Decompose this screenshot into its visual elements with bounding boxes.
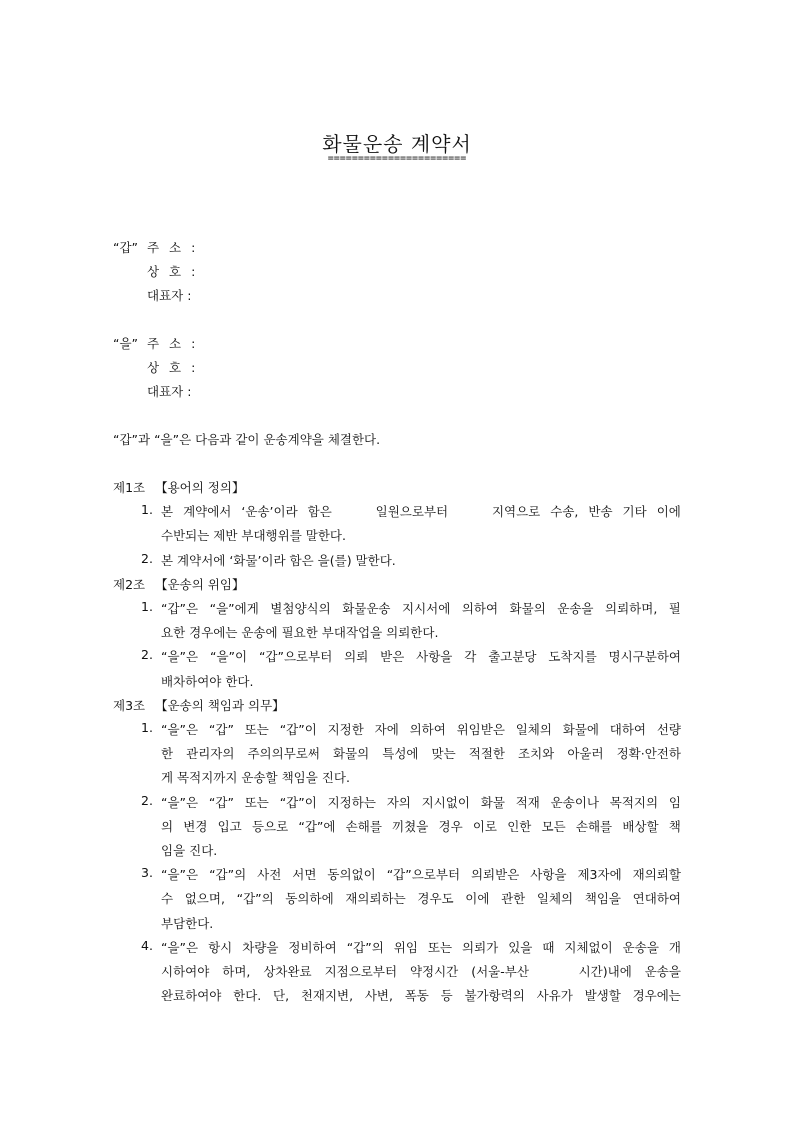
clause-word: 한 [161,746,174,762]
clause-number: 2. [141,647,153,663]
clause-word: 적절한 [468,746,505,762]
clause-word: 지정한 [327,722,364,737]
clause-word: 본 [161,504,174,520]
article-heading [113,575,244,593]
clause-word: 없으며, [184,891,225,907]
clause-word: 폭동 [404,988,429,1004]
clause-word: 동의없이 [327,867,376,883]
clause-word: “을”이 [209,649,248,665]
clause-word: “을”에게 [209,601,259,616]
clause-word: 도착지를 [548,649,597,665]
clause-line [161,793,681,811]
clause-word: 천재지변, [300,988,354,1004]
clause-word: 아울러 [567,746,604,762]
clause-word: 정비하여 [288,939,337,955]
clause-word: 손해를 [345,818,382,834]
party-eul-name: “을” [113,336,139,351]
clause-word: 대하여 [609,722,647,737]
clause-word: 항시 [208,939,233,955]
clause-word: “갑”의 [236,891,274,907]
clause-line [161,502,681,520]
clause-word: 명시구분하여 [608,649,681,665]
clause-word: (서울-부산 [471,964,529,979]
clause-word: 연대하여 [632,891,681,907]
clause-word: 서면 [292,867,317,883]
clause-line [161,986,681,1004]
clause-word: “갑”의 [209,867,247,883]
clause-line: 배차하여야 한다. [161,673,254,689]
clause-word: 일체의 [536,891,574,907]
clause-word: 기타 [622,504,647,520]
clause-line: 수반되는 제반 부대행위를 말한다. [161,528,346,544]
clause-word: 입고 [217,818,242,834]
clause-word: 등 [440,988,453,1004]
clause-word: “을”은 [161,722,199,737]
clause-word: 수송, [550,504,579,520]
clause-word: 자의 [386,794,411,810]
clause-word: 재의뢰하는 [345,891,406,907]
clause-line [161,962,681,980]
clause-word: 차량을 [242,939,279,955]
clause-line [161,744,681,762]
clause-word: 수 [161,891,174,907]
clause-word: 위임받은 [456,722,505,737]
clause-word: 재의뢰할 [632,867,681,883]
clause-word: 지점으로부터 [324,964,398,979]
article-title: 【용어의 정의】 [155,480,245,495]
clause-word: 책임을 [584,891,622,907]
clause-number: 4. [141,937,153,953]
clause-word: 목적지의 [609,794,659,810]
clause-line [161,889,681,907]
clause-word: 상차완료 [263,964,312,979]
clause-number: 1. [141,720,153,735]
clause-word: “을”은 [161,939,199,955]
clause-word: 있을 [508,939,533,955]
clause-word: 완료하여야 [161,988,222,1004]
clause-word: 선량 [656,722,681,737]
clause-word: 불가항력의 [464,988,525,1004]
clause-line [161,599,681,617]
clause-word: 발생할 [584,988,621,1004]
clause-line [161,817,681,835]
clause-word: 지체없이 [564,939,613,955]
clause-word: 관리자의 [186,746,235,762]
clause-word: 등으로 [251,818,289,834]
clause-word: 적재 [515,794,540,810]
clause-word: 출고분당 [488,649,537,665]
clause-word: 지정하는 [327,794,376,810]
clause-word: 의 [161,818,174,834]
clause-word: 일원으로부터 [375,504,449,520]
clause-word: 조치와 [518,746,555,762]
clause-word: 지시서에 [402,601,451,616]
article-number: 제3조 [113,697,146,713]
clause-word: 경우에는 [632,988,681,1004]
clause-word: ‘운송’이라 [241,504,298,520]
clause-word: 사전 [257,867,282,883]
document-title: 화물운송 계약서 [322,132,472,156]
clause-word: “갑”은 [161,601,199,616]
clause-word: 운송이나 [550,794,599,810]
clause-word: 각 [464,649,477,665]
clause-line [161,720,681,738]
clause-word: 반송 [588,504,613,520]
clause-word: 변경 [183,818,208,834]
article-number: 제2조 [113,576,146,592]
clause-word [342,502,366,520]
clause-word: 단, [273,988,290,1004]
clause-word: 개 [668,939,681,955]
clause-word: 모든 [541,818,566,834]
clause-word: 제3자에 [577,867,622,883]
clause-word: 함은 [307,504,332,520]
clause-number: 1. [141,599,153,614]
clause-word: 경우도 [417,891,454,907]
clause-word: 사유가 [536,988,573,1004]
article-title: 【운송의 책임과 의무】 [155,697,285,713]
clause-word: 시하여야 [161,964,210,979]
clause-word: 사항을 [416,649,453,665]
clause-word: “갑”으로부터 [258,649,333,665]
clause-word: 사변, [364,988,393,1004]
contract-intro: “갑”과 “을”은 다음과 같이 운송계약을 체결한다. [113,432,381,447]
party-eul-address-label: 주 소 : [147,336,196,351]
clause-word: “을”은 [161,649,199,665]
party-gap-company-label: 상 호 : [147,264,196,279]
clause-word: 또는 [427,939,453,955]
clause-word: 운송을 [644,964,681,979]
clause-word: 사항을 [530,867,567,883]
clause-line: 요한 경우에는 운송에 필요한 부대작업을 의뢰한다. [161,625,439,641]
clause-word: “갑”의 [346,939,384,955]
title-underline: ======================= [327,153,467,164]
clause-word: 의하여 [409,722,446,737]
clause-word: 또는 [244,722,269,737]
article-heading [113,478,244,496]
clause-word: 이로 [472,818,498,834]
clause-word: 맞는 [431,746,456,762]
clause-word: 특성에 [382,746,419,762]
clause-word: 배상할 [622,818,659,834]
clause-word: 받은 [380,649,405,665]
clause-line: 게 목적지까지 운송할 책임을 진다. [161,770,350,786]
clause-line [161,938,681,956]
clause-word: 끼쳤을 [392,818,429,834]
clause-word: 의뢰가 [462,939,499,955]
clause-word: 또는 [244,794,269,810]
clause-word: 관한 [501,891,526,907]
clause-number: 1. [141,502,153,518]
clause-word: 이에 [465,891,490,907]
party-gap-representative-label: 대표자 : [147,288,192,303]
clause-word: 의뢰하며, [605,601,658,616]
clause-word: 운송을 [622,939,659,955]
party-eul-company-label: 상 호 : [147,360,196,375]
clause-word: 하며, [222,964,251,979]
clause-word: 책 [668,818,681,834]
clause-word: 손해를 [575,818,613,834]
clause-word: “을”은 [161,794,199,810]
clause-word: 인한 [507,818,532,834]
clause-number: 2. [141,550,153,566]
clause-line [161,647,681,665]
party-gap-address-label: 주 소 : [147,240,196,255]
clause-word: 지역으로 [491,504,541,520]
clause-word [458,502,482,520]
clause-word: “갑” [208,794,234,810]
clause-word: 정확·안전하 [616,746,681,762]
clause-word: 위임 [393,939,418,955]
clause-word: 화물운송 [342,601,391,616]
clause-word: 자에 [374,722,399,737]
clause-word: “을”은 [161,867,199,883]
clause-word: 화물의 [509,601,546,616]
clause-word: 경우 [438,818,463,834]
clause-word: 지시없이 [421,794,470,810]
clause-word: 계약에서 [183,504,232,520]
clause-word: 일체의 [515,722,552,737]
clause-word: 별첨양식의 [270,601,331,616]
clause-word: 화물 [480,794,505,810]
clause-word: 의뢰 [344,649,369,665]
article-heading [113,696,285,714]
clause-line: 임을 진다. [161,843,218,858]
clause-word: 화물에 [562,722,599,737]
party-eul-representative-label: 대표자 : [147,384,192,399]
clause-word: 임 [668,794,681,810]
article-title: 【운송의 위임】 [155,576,245,592]
clause-line: 본 계약서에 ‘화물’이라 함은 을(를) 말한다. [161,552,396,568]
clause-word: 시간)내에 [578,964,632,979]
clause-word: 의뢰받은 [470,867,520,883]
clause-word: 한다. [233,988,262,1004]
clause-number: 2. [141,792,153,808]
clause-line: 부담한다. [161,915,214,931]
clause-word: “갑”이 [279,794,317,810]
clause-word: 의하여 [461,601,499,616]
clause-word: 동의하에 [285,891,334,907]
clause-word: 때 [542,939,555,955]
clause-word [542,962,566,980]
clause-word: 약정시간 [409,964,459,979]
party-gap-name: “갑” [113,240,139,255]
clause-word: 운송을 [557,601,594,616]
clause-line [161,865,681,883]
clause-word: “갑”으로부터 [386,867,461,883]
clause-word: “갑” [208,722,234,737]
clause-word: “갑”에 [298,818,336,834]
clause-word: “갑”이 [279,722,317,737]
clause-word: 주의의무로써 [247,746,320,762]
article-number: 제1조 [113,480,146,495]
clause-word: 이에 [656,504,681,520]
clause-number: 3. [141,865,153,881]
clause-word: 필 [668,601,681,616]
clause-word: 화물의 [332,746,370,762]
